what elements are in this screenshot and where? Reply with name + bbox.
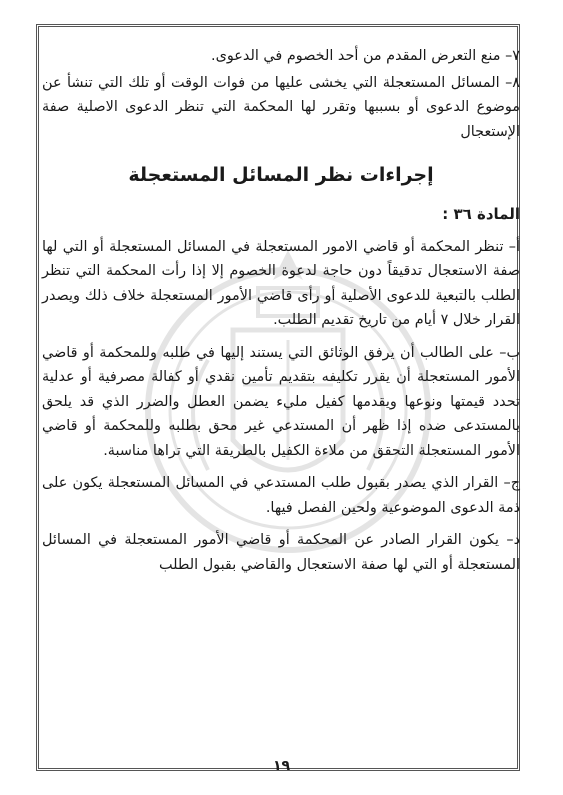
paragraph-c: ج– القرار الذي يصدر بقبول طلب المستدعي في المسائل المستعجلة يكون على ذمة الدعوى الموضوعية ولحين الفصل فيها. [42, 475, 520, 516]
paragraph-d: د– يكون القرار الصادر عن المحكمة أو قاضي الأمور المستعجلة في المسائل المستعجلة أو التي لها صفة الاستعجال والقاضي بقبول الطلب [42, 532, 520, 573]
article-label: المادة ٣٦ : [442, 205, 520, 223]
paragraph-item-8: ٨– المسائل المستعجلة التي يخشى عليها من فوات الوقت أو تلك التي تنشأ عن موضوع الدعوى أو بسببها وتقرر لها المحكمة التي تنظر الدعوى الاصلية صفة الإستعجال [42, 74, 520, 140]
document-body [42, 44, 520, 585]
page-number: ١٩ [272, 758, 291, 774]
paragraph-b: ب– على الطالب أن يرفق الوثائق التي يستند إليها في طلبه وللمحكمة أو قاضي الأمور المستعجلة أن يقرر تكليفه بتقديم تأمين نقدي أو كفالة مصرفية أو عدلية تحدد قيمتها ونوعها ويقدمها كفيل مليء يضمن العطل والضرر الذي قد يلحق بالمستدعى ضده إذا ظهر أن المستدعي غير محق بطلبه وللمحكمة أو قاضي الأمور المستعجلة التحقق من ملاءة الكفيل بالطريقة التي تراها مناسبة. [42, 344, 520, 459]
paragraph-a: أ– تنظر المحكمة أو قاضي الامور المستعجلة في المسائل المستعجلة أو التي لها صفة الاستعجال تدقيقاً دون حاجة لدعوة الخصوم إلا إذا رأت المحكمة التي تنظر الطلب بالتبعية للدعوى الأصلية أو رأى قاضي الأمور المستعجلة خلاف ذلك ويصدر القرار خلال ٧ أيام من تاريخ تقديم الطلب. [42, 238, 520, 328]
paragraph-item-7: ٧– منع التعرض المقدم من أحد الخصوم في الدعوى. [211, 48, 520, 64]
section-title: إجراءات نظر المسائل المستعجلة [128, 164, 434, 186]
